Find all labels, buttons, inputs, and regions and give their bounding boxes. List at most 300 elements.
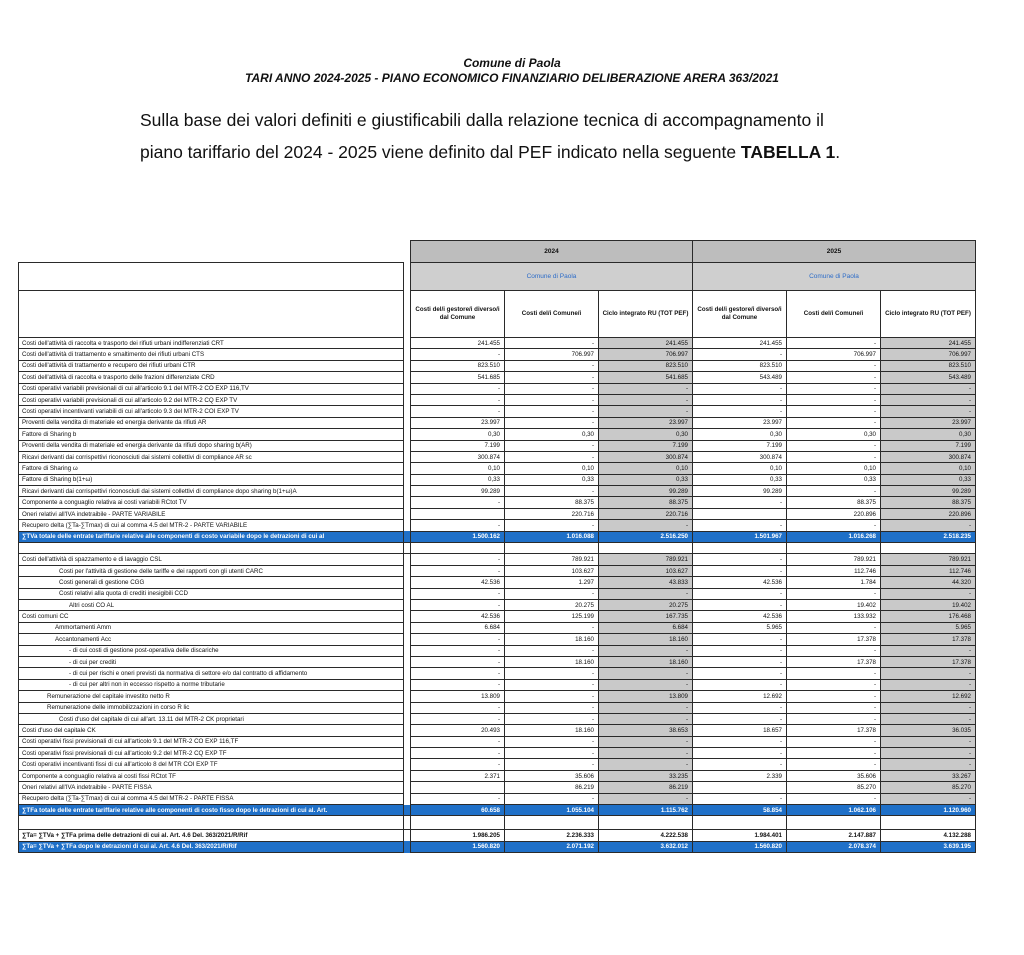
value-cell: - [693,793,787,804]
value-cell: 18.657 [693,725,787,736]
spacer-cell [505,543,599,554]
row-label: Ricavi derivanti dai corrispettivi riconosciuti dai sistemi collettivi di compliance dopo sharing b(1+ω)A [19,486,404,497]
value-cell: 12.692 [881,691,976,702]
value-cell: - [599,668,693,679]
value-cell: - [411,634,505,645]
spacer-cell [693,543,787,554]
value-cell: 1.016.088 [505,531,599,542]
value-cell [693,508,787,519]
gap-cell [404,360,411,371]
gap-cell [404,782,411,793]
column-header: Costi del/i gestore/i diverso/i dal Comune [693,291,787,338]
value-cell: - [787,645,881,656]
value-cell: - [787,748,881,759]
value-cell: 789.921 [881,554,976,565]
value-cell: - [881,520,976,531]
value-cell: 1.297 [505,577,599,588]
value-cell: - [881,679,976,690]
value-cell: - [599,520,693,531]
row-label: Fattore di Sharing b(1+ω) [19,474,404,485]
row-label: Componente a conguaglio relativa ai costi variabili RCtot TV [19,497,404,508]
table-row [19,508,976,519]
value-cell: 0,33 [599,474,693,485]
value-cell: - [411,565,505,576]
value-cell: 300.874 [411,451,505,462]
value-cell: - [411,588,505,599]
value-cell: - [693,634,787,645]
variable-total-row [19,531,976,542]
value-cell: 0,30 [881,429,976,440]
value-cell: - [787,417,881,428]
value-cell: - [599,406,693,417]
value-cell: - [787,520,881,531]
value-cell: 33.267 [881,770,976,781]
value-cell: - [505,406,599,417]
value-cell: 20.275 [599,599,693,610]
spacer-cell [787,543,881,554]
value-cell: 86.219 [599,782,693,793]
value-cell: 300.874 [693,451,787,462]
value-cell: - [505,486,599,497]
value-cell: - [505,748,599,759]
value-cell: 0,10 [505,463,599,474]
value-cell: - [599,713,693,724]
value-cell: - [693,645,787,656]
value-cell: - [881,383,976,394]
value-cell: 789.921 [599,554,693,565]
value-cell: - [411,520,505,531]
table-row [19,725,976,736]
value-cell: 0,33 [505,474,599,485]
table-row [19,656,976,667]
value-cell: 2.516.250 [599,531,693,542]
value-cell: - [411,383,505,394]
value-cell: 7.199 [881,440,976,451]
value-cell: - [505,645,599,656]
value-cell: - [411,736,505,747]
value-cell: 1.984.401 [693,830,787,841]
spacer-cell [19,543,404,554]
value-cell: - [599,645,693,656]
value-cell: - [411,349,505,360]
value-cell: 5.965 [881,622,976,633]
value-cell: - [599,702,693,713]
value-cell: - [505,759,599,770]
row-label: Componente a conguaglio relativa ai costi fissi RCtot TF [19,770,404,781]
gap-cell [404,668,411,679]
value-cell: 18.160 [505,725,599,736]
value-cell: - [599,736,693,747]
value-cell: - [599,793,693,804]
value-cell: 0,30 [599,429,693,440]
value-cell: - [411,713,505,724]
column-header: Ciclo integrato RU (TOT PEF) [881,291,976,338]
spacer-cell [404,543,411,554]
value-cell: - [693,394,787,405]
value-cell: 220.716 [505,508,599,519]
table-row [19,338,976,349]
value-cell: 4.132.288 [881,830,976,841]
value-cell: 789.921 [787,554,881,565]
value-cell: 88.375 [599,497,693,508]
value-cell: - [881,406,976,417]
pef-table [18,240,976,853]
value-cell: 7.199 [599,440,693,451]
value-cell: - [787,588,881,599]
value-cell: - [787,406,881,417]
gap-cell [404,702,411,713]
gap-cell [404,805,411,816]
value-cell: 541.685 [411,372,505,383]
value-cell: 0,10 [411,463,505,474]
row-label: Costi generali di gestione CGG [19,577,404,588]
value-cell: - [881,713,976,724]
spacer-cell [787,816,881,830]
value-cell: 13.809 [411,691,505,702]
value-cell: 99.289 [411,486,505,497]
value-cell: 23.997 [881,417,976,428]
value-cell: 18.160 [505,634,599,645]
value-cell: 220.716 [599,508,693,519]
row-label: Remunerazione delle immobilizzazioni in corso R lic [19,702,404,713]
value-cell: 18.160 [505,656,599,667]
value-cell: - [693,588,787,599]
table-row [19,463,976,474]
value-cell: 99.289 [599,486,693,497]
value-cell: 133.932 [787,611,881,622]
spacer-cell [19,816,404,830]
document-subtitle: TARI ANNO 2024-2025 - PIANO ECONOMICO FINANZIARIO DELIBERAZIONE ARERA 363/2021 [245,71,779,85]
value-cell: - [411,679,505,690]
value-cell: 42.536 [411,577,505,588]
value-cell: - [599,383,693,394]
gap-cell [404,383,411,394]
value-cell: 241.455 [599,338,693,349]
value-cell: - [411,759,505,770]
value-cell: 35.606 [505,770,599,781]
value-cell: 2.071.192 [505,841,599,852]
table-row [19,748,976,759]
value-cell: - [881,702,976,713]
value-cell: - [693,554,787,565]
year-header-2025: 2025 [693,241,976,263]
gap-cell [404,770,411,781]
table-row [19,383,976,394]
value-cell: 220.896 [787,508,881,519]
row-label: Costi operativi variabili previsionali di cui all'articolo 9.2 del MTR-2 CQ EXP TV [19,394,404,405]
value-cell: - [693,668,787,679]
value-cell: 17.378 [881,656,976,667]
value-cell: - [787,383,881,394]
table-row [19,782,976,793]
gap-cell [404,291,411,338]
table-row [19,429,976,440]
value-cell: 706.997 [599,349,693,360]
gap-cell [404,508,411,519]
row-label: ∑TFa totale delle entrate tariffarie relative alle componenti di costo fisso dopo le detrazioni di cui al. Art. [19,805,404,816]
gap-cell [404,554,411,565]
table-row [19,394,976,405]
value-cell: - [693,599,787,610]
value-cell: 88.375 [505,497,599,508]
value-cell: 0,10 [881,463,976,474]
value-cell: 541.685 [599,372,693,383]
value-cell: 1.784 [787,577,881,588]
empty-cell [19,291,404,338]
value-cell: 3.632.012 [599,841,693,852]
gap-cell [404,588,411,599]
value-cell: - [787,759,881,770]
value-cell: 13.809 [599,691,693,702]
value-cell: 0,10 [599,463,693,474]
value-cell: 0,30 [787,429,881,440]
gap-cell [404,793,411,804]
gap-cell [404,474,411,485]
row-label: Costi dell'attività di spazzamento e di lavaggio CSL [19,554,404,565]
gap-cell [404,463,411,474]
value-cell: 1.062.106 [787,805,881,816]
value-cell: - [505,793,599,804]
value-cell: - [411,645,505,656]
row-label: Costi operativi incentivanti variabili di cui all'articolo 9.3 del MTR-2 COI EXP TV [19,406,404,417]
value-cell: 18.160 [599,634,693,645]
spacer-cell [411,816,505,830]
value-cell: 706.997 [505,349,599,360]
gap-cell [404,451,411,462]
value-cell: - [411,554,505,565]
row-label: Costi dell'attività di raccolta e trasporto dei rifiuti urbani indifferenziati CRT [19,338,404,349]
value-cell: - [505,451,599,462]
value-cell: 706.997 [787,349,881,360]
value-cell: - [881,588,976,599]
row-label: Costi operativi fissi previsionali di cui all'articolo 9.2 del MTR-2 CQ EXP TF [19,748,404,759]
value-cell: - [881,748,976,759]
value-cell: - [505,691,599,702]
value-cell: - [787,702,881,713]
value-cell: 1.500.162 [411,531,505,542]
row-label: Costi dell'attività di trattamento e recupero dei rifiuti urbani CTR [19,360,404,371]
value-cell: - [599,394,693,405]
value-cell: 23.997 [599,417,693,428]
value-cell: 1.560.820 [411,841,505,852]
value-cell: - [411,702,505,713]
empty-cell [19,263,404,291]
value-cell: 823.510 [599,360,693,371]
value-cell: - [787,440,881,451]
value-cell: 241.455 [411,338,505,349]
grand-total-before-row [19,830,976,841]
gap-cell [404,429,411,440]
spacer-cell [599,816,693,830]
gap-cell [404,622,411,633]
fixed-total-row [19,805,976,816]
value-cell: 300.874 [599,451,693,462]
table-row [19,486,976,497]
value-cell: 2.147.887 [787,830,881,841]
value-cell: 1.501.967 [693,531,787,542]
row-label: Recupero delta (∑Ta-∑Tmax) di cui al comma 4.5 del MTR-2 - PARTE FISSA [19,793,404,804]
value-cell: 167.735 [599,611,693,622]
row-label: Recupero delta (∑Ta-∑Tmax) di cui al comma 4.5 del MTR-2 - PARTE VARIABILE [19,520,404,531]
comune-header: Comune di Paola [693,263,976,291]
value-cell: - [505,360,599,371]
table-row [19,702,976,713]
value-cell: - [787,338,881,349]
row-label: Oneri relativi all'IVA indetraibile - PARTE FISSA [19,782,404,793]
year-header-2024: 2024 [411,241,693,263]
row-label: Remunerazione del capitale investito netto R [19,691,404,702]
row-label: Accantonamenti Acc [19,634,404,645]
table-row [19,622,976,633]
value-cell: - [411,394,505,405]
spacer-cell [599,543,693,554]
value-cell: 823.510 [881,360,976,371]
value-cell: 33.235 [599,770,693,781]
value-cell: - [599,588,693,599]
table-row [19,611,976,622]
gap-cell [404,645,411,656]
gap-cell [404,565,411,576]
table-row [19,736,976,747]
value-cell: 112.746 [787,565,881,576]
value-cell: - [411,668,505,679]
value-cell: 5.965 [693,622,787,633]
spacer-cell [881,543,976,554]
value-cell: - [505,372,599,383]
value-cell: - [881,645,976,656]
gap-cell [404,372,411,383]
spacer-cell [881,816,976,830]
comune-header: Comune di Paola [411,263,693,291]
value-cell: - [505,417,599,428]
value-cell: - [693,656,787,667]
row-label: Costi dell'attività di trattamento e smaltimento dei rifiuti urbani CTS [19,349,404,360]
row-label: - di cui per rischi e oneri previsti da normativa di settore e/o dal contratto di affidamento [19,668,404,679]
value-cell: - [693,702,787,713]
table-row [19,349,976,360]
value-cell: - [787,372,881,383]
value-cell: 543.489 [881,372,976,383]
row-label: ∑TVa totale delle entrate tariffarie relative alle componenti di costo variabile dopo le detrazioni di cui al [19,531,404,542]
value-cell: - [787,451,881,462]
value-cell: 88.375 [787,497,881,508]
table-row [19,440,976,451]
column-header: Costi del/i gestore/i diverso/i dal Comune [411,291,505,338]
value-cell: 7.199 [411,440,505,451]
row-label: Altri costi CO AL [19,599,404,610]
row-label: Costi comuni CC [19,611,404,622]
table-row [19,645,976,656]
value-cell: 85.270 [787,782,881,793]
value-cell [411,508,505,519]
gap-cell [404,830,411,841]
value-cell: 1.115.762 [599,805,693,816]
value-cell: - [881,759,976,770]
value-cell: 42.536 [693,577,787,588]
gap-cell [404,634,411,645]
gap-cell [404,725,411,736]
value-cell: - [693,759,787,770]
row-label: Ammortamenti Amm [19,622,404,633]
gap-cell [404,599,411,610]
intro-table-ref: TABELLA 1 [740,142,836,162]
value-cell: - [787,679,881,690]
value-cell: 42.536 [411,611,505,622]
value-cell: - [411,656,505,667]
row-label: Proventi della vendita di materiale ed energia derivante da rifiuti dopo sharing b(AR) [19,440,404,451]
gap-cell [404,349,411,360]
table-row [19,474,976,485]
gap-cell [404,497,411,508]
table-row [19,713,976,724]
value-cell: - [599,679,693,690]
row-label: Fattore di Sharing ω [19,463,404,474]
gap-cell [404,577,411,588]
value-cell: - [693,520,787,531]
value-cell: 125.199 [505,611,599,622]
value-cell: - [787,668,881,679]
value-cell: - [505,520,599,531]
value-cell: 85.270 [881,782,976,793]
table-row [19,497,976,508]
column-header: Costi del/i Comune/i [787,291,881,338]
gap-cell [404,691,411,702]
value-cell: - [505,668,599,679]
value-cell: 103.627 [505,565,599,576]
value-cell: 1.120.960 [881,805,976,816]
value-cell: 42.536 [693,611,787,622]
row-label: - di cui per crediti [19,656,404,667]
row-label: Costi d'uso del capitale di cui all'art. 13.11 del MTR-2 CK proprietari [19,713,404,724]
intro-end: . [835,142,841,162]
value-cell: 23.997 [411,417,505,428]
table-row [19,679,976,690]
row-label: Oneri relativi all'IVA indetraibile - PARTE VARIABILE [19,508,404,519]
table-row [19,599,976,610]
value-cell: - [411,497,505,508]
table-row [19,372,976,383]
table-row [19,793,976,804]
row-label: Costi dell'attività di raccolta e trasporto delle frazioni differenziate CRD [19,372,404,383]
row-label: Costi operativi variabili previsionali di cui all'articolo 9.1 del MTR-2 CO EXP 116,TV [19,383,404,394]
value-cell: 6.684 [411,622,505,633]
table-row [19,770,976,781]
value-cell: - [881,394,976,405]
table-row [19,588,976,599]
spacer-row [19,543,976,554]
table-row [19,417,976,428]
value-cell: 823.510 [411,360,505,371]
value-cell: 241.455 [693,338,787,349]
comune-header-row [19,263,976,291]
gap-cell [404,656,411,667]
value-cell: 23.997 [693,417,787,428]
value-cell: 241.455 [881,338,976,349]
value-cell: 1.016.268 [787,531,881,542]
value-cell: - [787,486,881,497]
value-cell: 0,30 [693,429,787,440]
value-cell: - [787,622,881,633]
value-cell: - [505,383,599,394]
row-label: - di cui costi di gestione post-operativa delle discariche [19,645,404,656]
value-cell: - [411,599,505,610]
value-cell: 176.468 [881,611,976,622]
value-cell: - [599,759,693,770]
value-cell: - [787,793,881,804]
value-cell: 543.489 [693,372,787,383]
value-cell: - [505,440,599,451]
value-cell: - [411,748,505,759]
